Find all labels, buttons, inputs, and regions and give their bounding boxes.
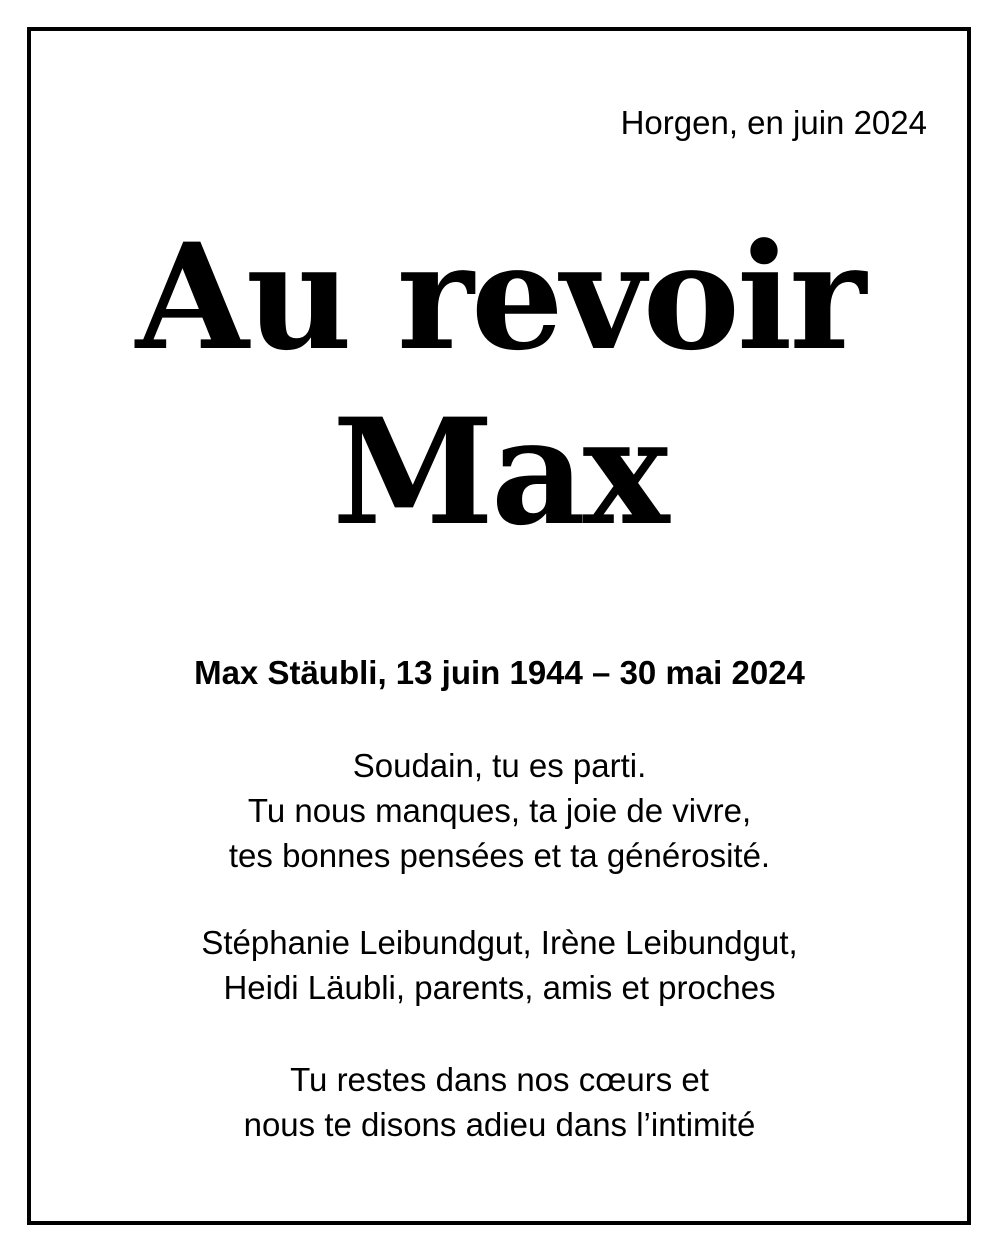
farewell-line: Tu restes dans nos cœurs et — [290, 1061, 709, 1098]
place-date: Horgen, en juin 2024 — [620, 104, 927, 141]
family-line: Heidi Läubli, parents, amis et proches — [223, 969, 776, 1006]
headline-line-1: Au revoir — [135, 212, 864, 383]
farewell-line: nous te disons adieu dans l’intimité — [243, 1106, 756, 1143]
family-list — [0, 920, 999, 1010]
verse-line: Soudain, tu es parti. — [352, 747, 647, 784]
farewell-message — [0, 1057, 999, 1147]
verse-line: Tu nous manques, ta joie de vivre, — [247, 792, 752, 829]
verse-line: tes bonnes pensées et ta générosité. — [228, 837, 771, 874]
lifespan: Max Stäubli, 13 juin 1944 – 30 mai 2024 — [194, 654, 805, 691]
headline-line-2: Max — [332, 387, 667, 558]
family-line: Stéphanie Leibundgut, Irène Leibundgut, — [201, 924, 798, 961]
notice-border — [27, 27, 971, 1225]
verse — [0, 743, 999, 878]
